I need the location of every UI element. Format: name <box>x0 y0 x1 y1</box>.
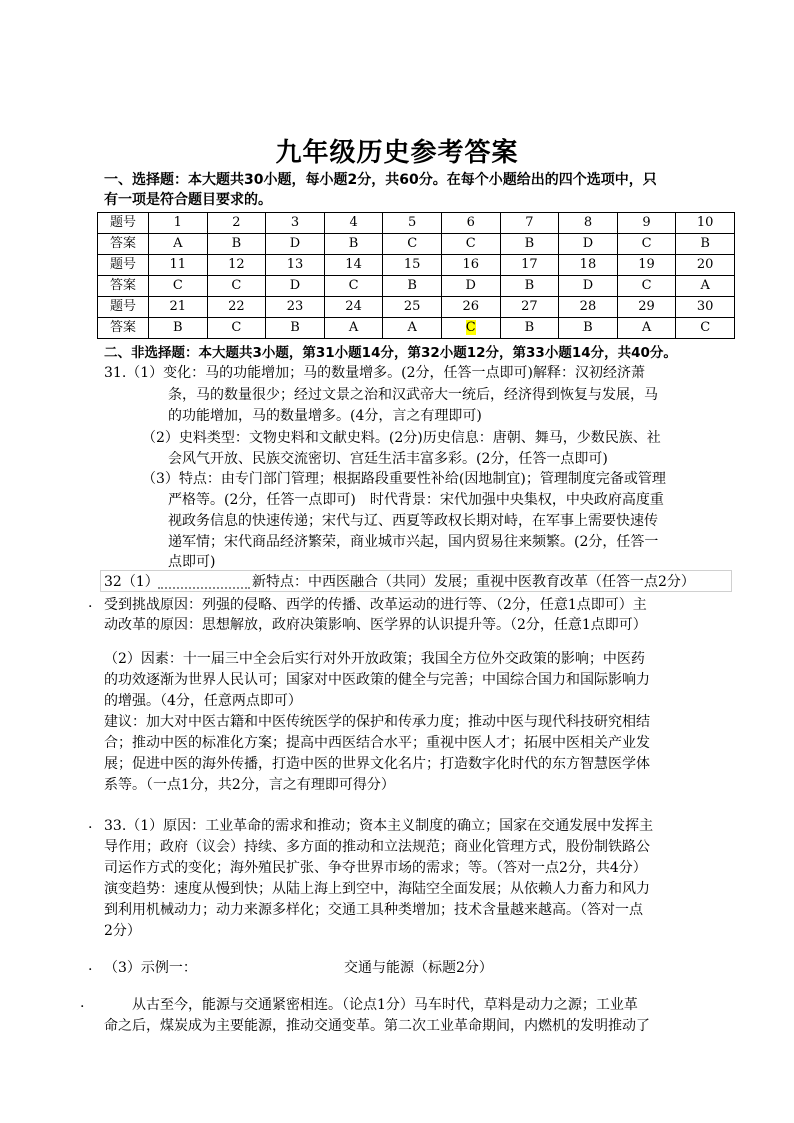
bullet-dot: . <box>88 816 93 832</box>
section1-heading-line1: 一、选择题：本大题共30小题，每小题2分，共60分。在每个小题给出的四个选项中，只 <box>104 172 657 188</box>
question-number-cell: 6 <box>441 213 500 234</box>
question-number-cell: 19 <box>617 255 676 276</box>
q32-line: 合；推动中医的标准化方案；提高中西医结合水平；重视中医人才；拓展中医相关产业发 <box>104 735 650 751</box>
q33-line: 到利用机械动力；动力来源多样化；交通工具种类增加；技术含量越来越高。（答对一点 <box>104 902 643 918</box>
question-number-cell: 1 <box>149 213 208 234</box>
question-number-cell: 17 <box>500 255 559 276</box>
question-number-cell: 9 <box>617 213 676 234</box>
q31-line: 递军情；宋代商品经济繁荣，商业城市兴起，国内贸易往来频繁。(2分，任答一 <box>168 534 659 550</box>
q31-line: 严格等。(2分，任答一点即可) 时代背景：宋代加强中央集权，中央政府高度重 <box>168 492 664 508</box>
question-number-cell: 7 <box>500 213 559 234</box>
answer-cell: C <box>324 276 383 297</box>
row-label-number: 题号 <box>98 297 149 318</box>
q32-line: 的增强。（4分，任意两点即可） <box>104 693 302 709</box>
answer-table <box>97 212 735 339</box>
q31-line: 的功能增加，马的数量增多。(4分，言之有理即可) <box>168 408 482 424</box>
q33-line: 导作用；政府（议会）持续、多方面的推动和立法规范；商业化管理方式，股份制铁路公 <box>104 839 650 855</box>
answer-cell: C <box>207 318 266 339</box>
question-number-cell: 20 <box>676 255 735 276</box>
q32-first-line-prefix: 32（1） <box>104 574 159 590</box>
answer-cell: C <box>441 234 500 255</box>
q32-line: （2）因素：十一届三中全会后实行对外开放政策；我国全方位外交政策的影响；中医药 <box>104 651 645 667</box>
question-number-cell: 18 <box>559 255 618 276</box>
row-label-answer: 答案 <box>98 276 149 297</box>
question-number-cell: 27 <box>500 297 559 318</box>
answer-cell: D <box>559 276 618 297</box>
table-row-answers <box>98 318 735 339</box>
answer-cell: A <box>617 318 676 339</box>
answer-cell: D <box>559 234 618 255</box>
q33-line: 2分） <box>104 923 141 939</box>
question-number-cell: 8 <box>559 213 618 234</box>
answer-cell: A <box>149 234 208 255</box>
q32-line: 动改革的原因：思想解放，政府决策影响、医学界的认识提升等。（2分，任意1点即可） <box>104 617 647 633</box>
answer-cell: D <box>266 234 325 255</box>
question-number-cell: 2 <box>207 213 266 234</box>
answer-cell <box>441 318 500 339</box>
answer-cell: C <box>617 276 676 297</box>
question-number-cell: 21 <box>149 297 208 318</box>
question-number-cell: 12 <box>207 255 266 276</box>
question-number-cell: 22 <box>207 297 266 318</box>
answer-cell: B <box>266 318 325 339</box>
answer-cell: C <box>617 234 676 255</box>
table-row-answers <box>98 276 735 297</box>
q32-line: 建议：加大对中医古籍和中医传统医学的保护和传承力度；推动中医与现代科技研究相结 <box>104 714 650 730</box>
q33-line: 33.（1）原因：工业革命的需求和推动；资本主义制度的确立；国家在交通发展中发挥主 <box>104 818 654 834</box>
table-row-numbers <box>98 255 735 276</box>
table-row-numbers <box>98 213 735 234</box>
row-label-answer: 答案 <box>98 234 149 255</box>
page-title: 九年级历史参考答案 <box>275 138 519 168</box>
answer-cell: C <box>676 318 735 339</box>
answer-cell: B <box>324 234 383 255</box>
row-label-number: 题号 <box>98 255 149 276</box>
question-number-cell: 3 <box>266 213 325 234</box>
question-number-cell: 23 <box>266 297 325 318</box>
q33-example-label: （3）示例一： <box>104 960 197 976</box>
q31-line: （2）史料类型：文物史料和文献史料。(2分)历史信息：唐朝、舞马，少数民族、社 <box>142 430 661 446</box>
question-number-cell: 13 <box>266 255 325 276</box>
q33-example-title: 交通与能源（标题2分） <box>344 960 493 976</box>
bullet-dot: . <box>88 958 93 974</box>
q32-line: 受到挑战原因：列强的侵略、西学的传播、改革运动的进行等、（2分，任意1点即可）主 <box>104 597 647 613</box>
q31-line: 会风气开放、民族交流密切、宫廷生活丰富多彩。(2分，任答一点即可) <box>168 451 608 467</box>
q32-line: 展；促进中医的海外传播，打造中医的世界文化名片；打造数字化时代的东方智慧医学体 <box>104 756 650 772</box>
question-number-cell: 11 <box>149 255 208 276</box>
question-number-cell: 4 <box>324 213 383 234</box>
q31-line: 31.（1）变化：马的功能增加；马的数量增多。(2分，任答一点即可)解释：汉初经济萧 <box>104 365 646 381</box>
answer-cell: B <box>207 234 266 255</box>
question-number-cell: 16 <box>441 255 500 276</box>
answer-cell: D <box>441 276 500 297</box>
answer-cell: B <box>383 276 442 297</box>
answer-cell: D <box>266 276 325 297</box>
table-row-numbers <box>98 297 735 318</box>
section2-heading: 二、非选择题：本大题共3小题，第31小题14分，第32小题12分，第33小题14分，共40分。 <box>104 345 677 361</box>
q32-line: 系等。（一点1分，共2分，言之有理即可得分） <box>104 777 395 793</box>
question-number-cell: 15 <box>383 255 442 276</box>
section1-heading-line2: 有一项是符合题目要求的。 <box>104 192 272 208</box>
bullet-dot: . <box>80 995 85 1011</box>
q33-essay-line: 从古至今，能源与交通紧密相连。（论点1分）马车时代，草料是动力之源；工业革 <box>104 997 638 1013</box>
answer-cell: C <box>383 234 442 255</box>
answer-cell: B <box>559 318 618 339</box>
question-number-cell: 26 <box>441 297 500 318</box>
q32-first-line: 新特点：中西医融合（共同）发展；重视中医教育改革（任答一点2分） <box>252 574 695 590</box>
answer-cell: B <box>500 276 559 297</box>
answer-cell: A <box>383 318 442 339</box>
bullet-dot: . <box>88 595 93 611</box>
question-number-cell: 24 <box>324 297 383 318</box>
q32-obscured-text <box>158 578 250 589</box>
q31-line: 点即可) <box>168 554 216 570</box>
answer-cell: B <box>149 318 208 339</box>
question-number-cell: 25 <box>383 297 442 318</box>
q31-line: 条，马的数量很少；经过文景之治和汉武帝大一统后，经济得到恢复与发展，马 <box>168 387 658 403</box>
question-number-cell: 5 <box>383 213 442 234</box>
q31-line: （3）特点：由专门部门管理；根据路段重要性补给(因地制宜)；管理制度完备或管理 <box>142 471 666 487</box>
q32-line: 的功效逐渐为世界人民认可；国家对中医政策的健全与完善；中国综合国力和国际影响力 <box>104 672 650 688</box>
answer-cell: B <box>676 234 735 255</box>
answer-cell: B <box>500 318 559 339</box>
highlighted-answer: C <box>465 320 476 335</box>
question-number-cell: 10 <box>676 213 735 234</box>
q33-essay-line: 命之后，煤炭成为主要能源，推动交通变革。第二次工业革命期间，内燃机的发明推动了 <box>104 1018 650 1034</box>
question-number-cell: 30 <box>676 297 735 318</box>
question-number-cell: 29 <box>617 297 676 318</box>
table-row-answers <box>98 234 735 255</box>
question-number-cell: 28 <box>559 297 618 318</box>
question-number-cell: 14 <box>324 255 383 276</box>
answer-cell: A <box>676 276 735 297</box>
q33-line: 司运作方式的变化；海外殖民扩张、争夺世界市场的需求；等。（答对一点2分，共4分） <box>104 860 647 876</box>
row-label-answer: 答案 <box>98 318 149 339</box>
answer-cell: C <box>149 276 208 297</box>
q33-line: 演变趋势：速度从慢到快；从陆上海上到空中，海陆空全面发展；从依赖人力畜力和风力 <box>104 881 650 897</box>
answer-cell: C <box>207 276 266 297</box>
row-label-number: 题号 <box>98 213 149 234</box>
answer-cell: B <box>500 234 559 255</box>
answer-cell: A <box>324 318 383 339</box>
q31-line: 视政务信息的快速传递；宋代与辽、西夏等政权长期对峙，在军事上需要快速传 <box>168 513 658 529</box>
